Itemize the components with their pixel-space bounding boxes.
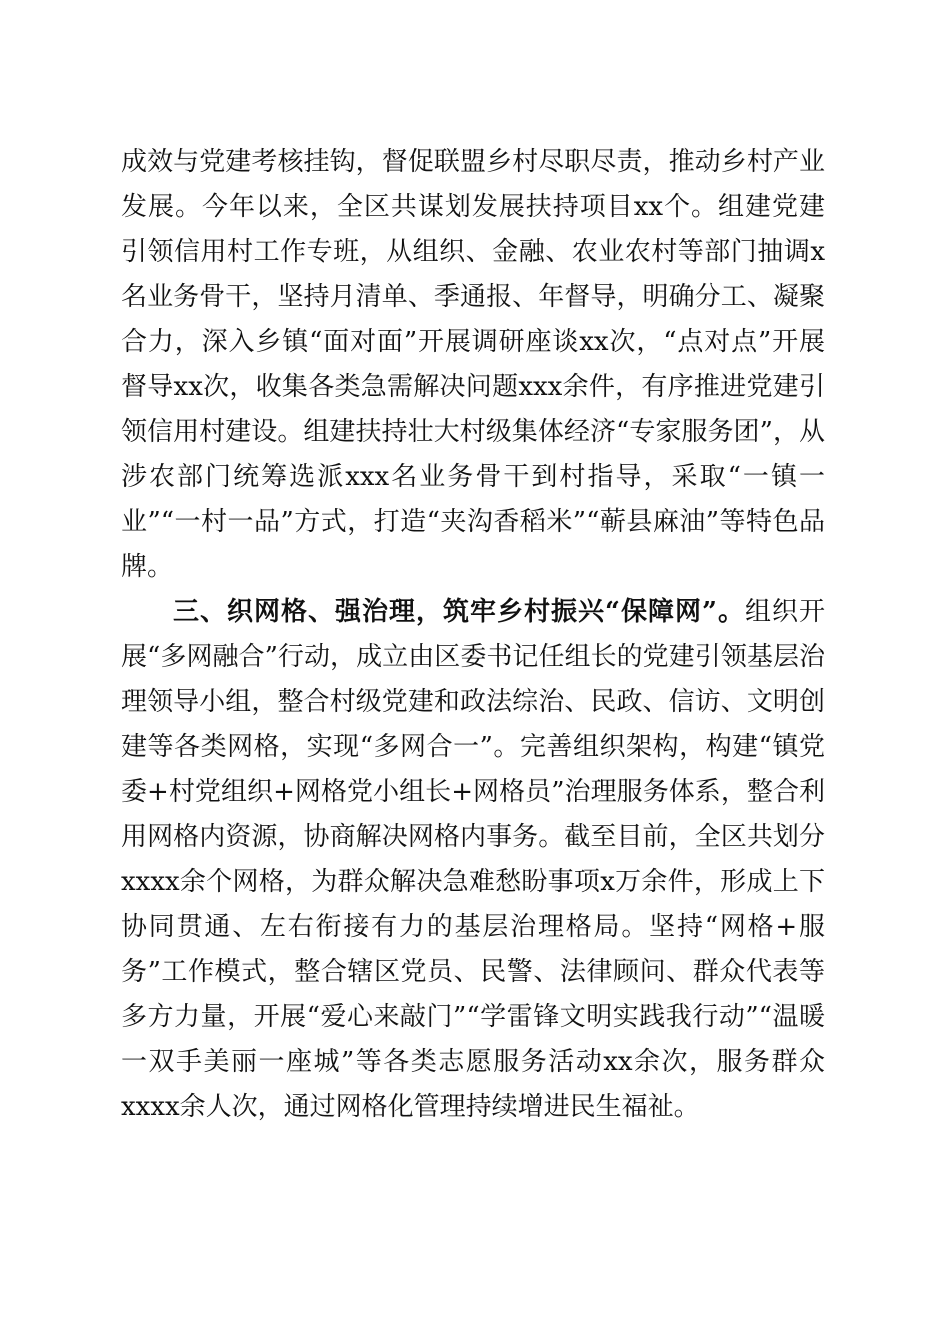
document-body xyxy=(121,140,825,1130)
section-heading: 三、织网格、强治理，筑牢乡村振兴“保障网”。 xyxy=(173,597,745,627)
paragraph-text: 成效与党建考核挂钩，督促联盟乡村尽职尽责，推动乡村产业发展。今年以来，全区共谋划发展扶持项目xx个。组建党建引领信用村工作专班，从组织、金融、农业农村等部门抽调x名业务骨干，坚持月清单、季通报、年督导，明确分工、凝聚合力，深入乡镇“面对面”开展调研座谈xx次，“点对点”开展督导xx次，收集各类急需解决问题xxx余件，有序推进党建引领信用村建设。组建扶持壮大村级集体经济“专家服务团”，从涉农部门统筹选派xxx名业务骨干到村指导，采取“一镇一业”“一村一品”方式，打造“夹沟香稻米”“蕲县麻油”等特色品牌。 xyxy=(121,147,825,582)
paragraph-text: 组织开展“多网融合”行动，成立由区委书记任组长的党建引领基层治理领导小组，整合村级党建和政法综治、民政、信访、文明创建等各类网格，实现“多网合一”。完善组织架构，构建“镇党委+村党组织+网格党小组长+网格员”治理服务体系，整合利用网格内资源，协商解决网格内事务。截至目前，全区共划分xxxx余个网格，为群众解决急难愁盼事项x万余件，形成上下协同贯通、左右衔接有力的基层治理格局。坚持“网格+服务”工作模式，整合辖区党员、民警、法律顾问、群众代表等多方力量，开展“爱心来敲门”“学雷锋文明实践我行动”“温暖一双手美丽一座城”等各类志愿服务活动xx余次，服务群众xxxx余人次，通过网格化管理持续增进民生福祉。 xyxy=(121,597,825,1122)
paragraph-continuation xyxy=(121,140,825,590)
paragraph-section-three xyxy=(121,590,825,1130)
